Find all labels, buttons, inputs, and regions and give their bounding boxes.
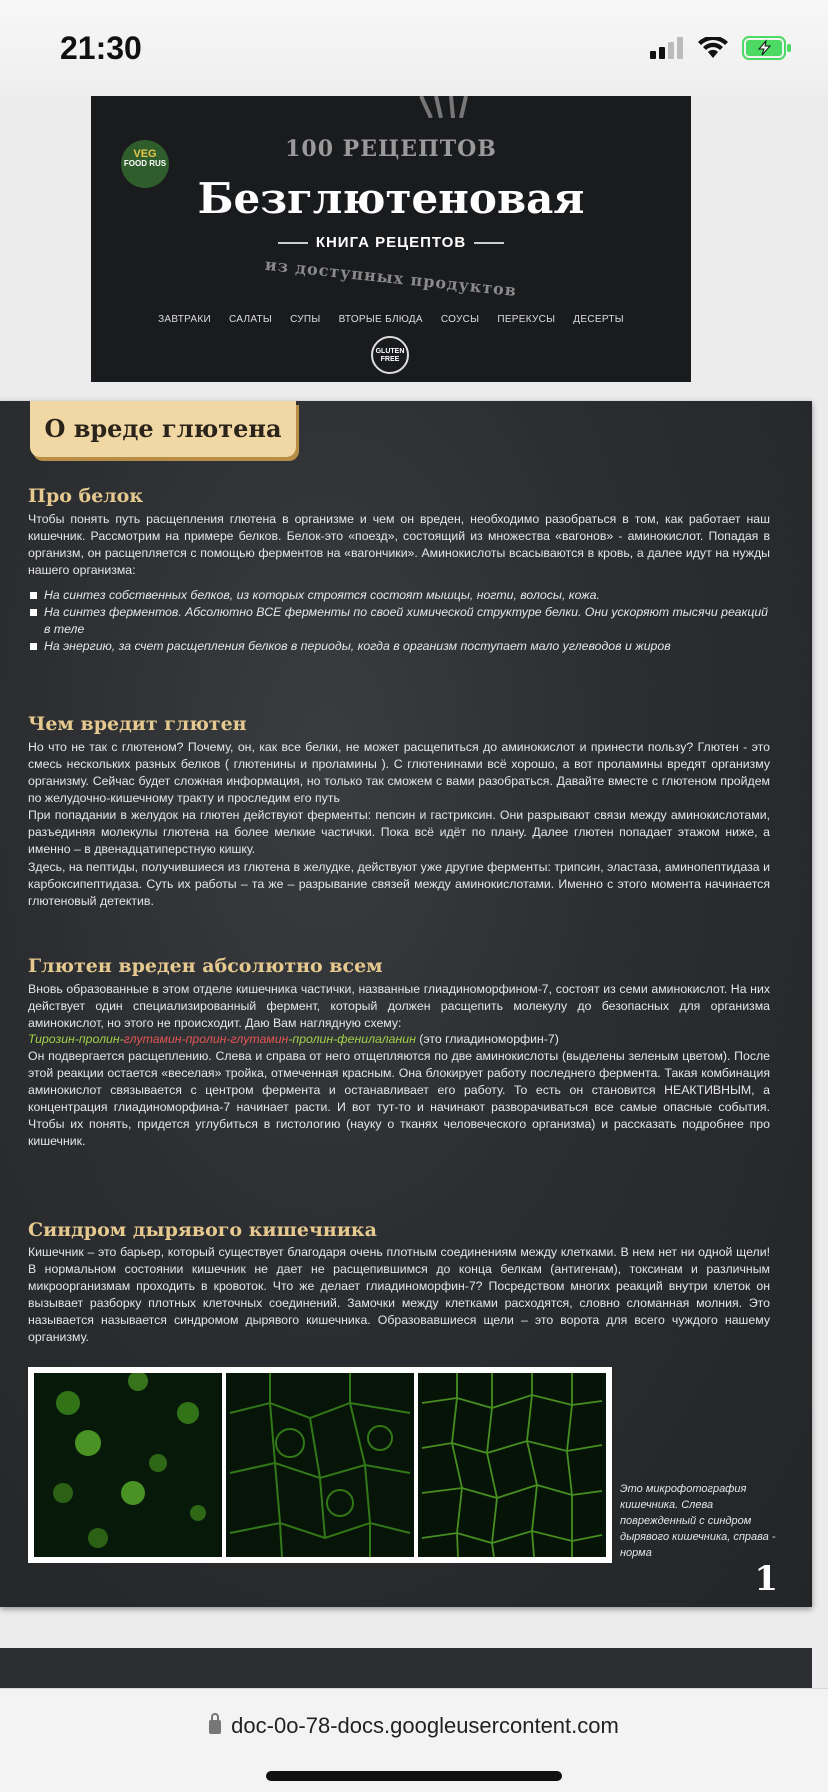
section-title: Про белок	[28, 485, 144, 507]
fork-icon	[391, 96, 501, 118]
section-text: Вновь образованные в этом отделе кишечника частички, названные глиадиноморфином-7, состоят из семи аминокислот. На них действует один специализированный фермент, который должен расщепить молекулу до безопасных для организма аминокислот, но этого не происходит. Даю Вам наглядную схему:	[28, 982, 770, 1030]
category-label: ЗАВТРАКИ	[158, 314, 211, 325]
veg-food-badge: VEG FOOD RUS	[121, 140, 169, 188]
category-label: САЛАТЫ	[228, 314, 273, 325]
cover-title: Безглютеновая	[197, 174, 585, 223]
section-text: Кишечник – это барьер, который существует благодаря очень плотным соединениям между клетками. В нем нет ни одной щели! В нормальном состоянии кишечник не дает не расщепившимся до конца белкам (антигенам), токсинам и различным микроорганизмам проходить в кровоток. Что же делает глиадиноморфин-7? Посредством многих реакций внутри клеток он вызывает разборку плотных клеточных соединений. Замочки между клетками расходятся, словно сломанная молния. Это называется называется синдромом дырявого кишечника. Образовавшиеся щели – это ворота для всего чуждого нашему организму.	[28, 1245, 770, 1344]
category-label: СУПЫ	[290, 314, 321, 325]
list-item: На энергию, за счет расщепления белков в периоды, когда в организм поступает мало углеводов и жиров	[28, 638, 770, 655]
article-tag: О вреде глютена	[30, 401, 296, 457]
cover-subtitle: КНИГА РЕЦЕПТОВ	[91, 234, 691, 251]
cover-categories	[91, 314, 691, 325]
micrograph-transition	[226, 1373, 414, 1557]
status-icons	[650, 36, 792, 60]
url-display[interactable]	[0, 1713, 828, 1739]
lock-icon	[209, 1720, 221, 1734]
status-time: 21:30	[60, 30, 142, 66]
gluten-free-badge: GLUTEN FREE	[371, 336, 409, 374]
home-indicator[interactable]	[266, 1771, 562, 1781]
article-page	[0, 401, 812, 1607]
battery-charging-icon	[742, 36, 792, 60]
section-title: Чем вредит глютен	[28, 713, 247, 735]
page-number: 1	[754, 1559, 778, 1599]
cover-bottomline: из доступных продуктов	[264, 254, 518, 301]
section-title: Глютен вреден абсолютно всем	[28, 955, 383, 977]
category-label: ДЕСЕРТЫ	[573, 314, 624, 325]
micrograph-damaged	[34, 1373, 222, 1557]
category-label: ПЕРЕКУСЫ	[497, 314, 556, 325]
section-text: Чтобы понять путь расщепления глютена в организме и чем он вреден, необходимо разобраться в том, как работает наш кишечник. Рассмотрим на примере белков. Белок-это «поезд», состоящий из множества «вагонов» - аминокислот. Попадая в организм, он расщепляется с помощью ферментов на «вагончики». Аминокислоты всасываются в кровь, а далее идут на нужды нашего организма:	[28, 512, 770, 577]
section-text: Он подвергается расщеплению. Слева и справа от него отщепляются по две аминокислоты (выделены зеленым цветом). После этой реакции остается «веселая» тройка, отмеченная красным. Она блокирует работу последнего фермента. Такая комбинация аминокислот связывается с центром фермента и останавливает его работу. То есть он становится НЕАКТИВНЫМ, а концентрация глиадиноморфина-7 начинает расти. И вот тут-то и начинают разворачиваться все самые опасные события. Чтобы их понять, придется углубиться в гистологию (науку о тканях человеческого организма) и рассказать подробнее про кишечник.	[28, 1049, 770, 1148]
status-bar	[0, 0, 828, 96]
section-title: Синдром дырявого кишечника	[28, 1219, 377, 1241]
category-label: ВТОРЫЕ БЛЮДА	[338, 314, 423, 325]
book-cover	[91, 96, 691, 382]
next-page	[0, 1648, 812, 1688]
list-item: На синтез собственных белков, из которых строятся состоят мышцы, ногти, волосы, кожа.	[28, 587, 770, 604]
list-item: На синтез ферментов. Абсолютно ВСЕ ферменты по своей химической структуре белки. Они ускоряют тысячи реакций в теле	[28, 604, 770, 638]
document-view[interactable]	[0, 96, 828, 1688]
micrograph-strip	[28, 1367, 612, 1563]
wifi-icon	[698, 37, 728, 59]
micrograph-caption: Это микрофотография кишечника. Слева поврежденный с синдром дырявого кишечника, справа - норма	[620, 1483, 776, 1559]
signal-icon	[650, 37, 684, 59]
browser-address-bar[interactable]	[0, 1688, 828, 1792]
micrograph-normal	[418, 1373, 606, 1557]
section-text: При попадании в желудок на глютен действуют ферменты: пепсин и гастриксин. Они разрывают связи между аминокислотами, разъединяя молекулы глютена на более мелкие частички. Пока всё идёт по плану. Далее глютен попадает этажом ниже, а именно – в двенадцатиперстную кишку.	[28, 808, 770, 856]
section-text: Здесь, на пептиды, получившиеся из глютена в желудке, действуют уже другие ферменты: трипсин, эластаза, аминопептидаза и карбоксипептидаза. Суть их работы – та же – разрывание связей между аминокислотами. Именно с этого момента начинается глютеновый детектив.	[28, 860, 770, 908]
category-label: СОУСЫ	[440, 314, 480, 325]
url-text: doc-0o-78-docs.googleusercontent.com	[231, 1713, 619, 1738]
bullet-list	[28, 587, 770, 655]
section-text: Но что не так с глютеном? Почему, он, как все белки, не может расщепиться до аминокислот и принести пользу? Глютен - это смесь нескольких разных белков ( глютенины и проламины ). С глютенинами всё хорошо, а вот проламины вредят организму организму. Сейчас будет сложная информация, но только так сможем с вами разобраться. Давайте вместе с глютеном пройдем по желудочно-кишечному тракту и проследим его путь	[28, 740, 770, 805]
amino-acid-chain: Тирозин-пролин-глутамин-пролин-глутамин-пролин-фенилаланин (это глиадиноморфин-7)	[28, 1032, 559, 1046]
cover-topline: 100 РЕЦЕПТОВ	[285, 136, 497, 162]
